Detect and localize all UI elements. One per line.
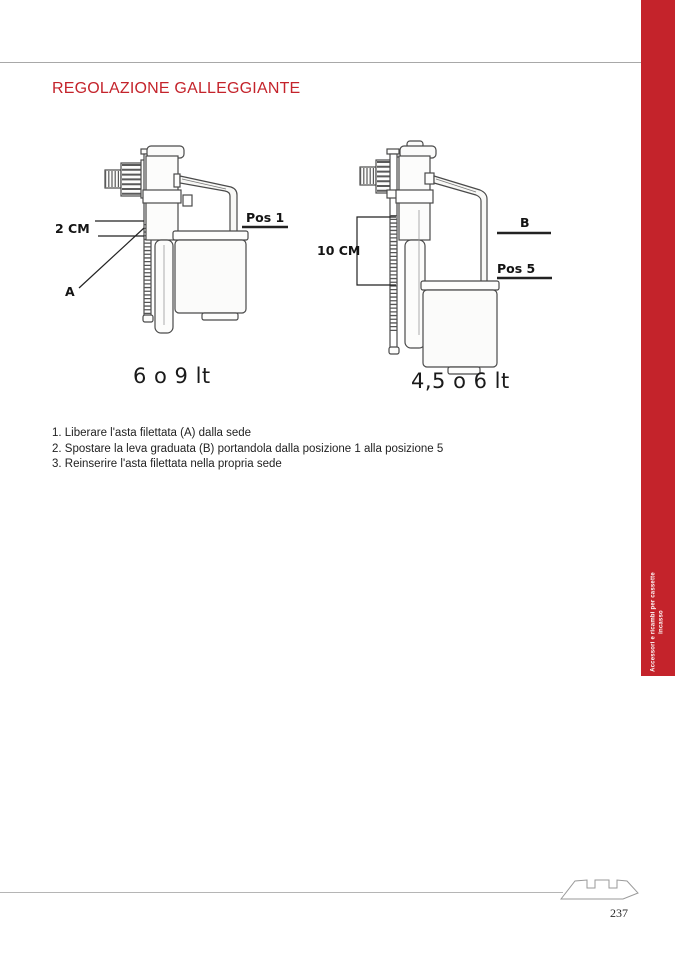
float-valve-diagram-right bbox=[300, 135, 580, 395]
part-label-a: A bbox=[65, 284, 75, 299]
page-title: REGOLAZIONE GALLEGGIANTE bbox=[52, 80, 301, 97]
instruction-step-2: 2. Spostare la leva graduata (B) portandola dalla posizione 1 alla posizione 5 bbox=[52, 442, 444, 455]
part-label-b: B bbox=[520, 215, 530, 230]
instruction-step-1: 1. Liberare l'asta filettata (A) dalla sede bbox=[52, 427, 252, 439]
caption-right: 4,5 o 6 lt bbox=[411, 369, 510, 393]
instructions-list bbox=[52, 426, 443, 473]
footer-divider bbox=[0, 892, 563, 893]
caption-left: 6 o 9 lt bbox=[133, 364, 211, 388]
side-tab-label bbox=[651, 537, 666, 707]
distance-label-left: 2 CM bbox=[55, 221, 90, 236]
instruction-step-3: 3. Reinserire l'asta filettata nella propria sede bbox=[52, 458, 282, 470]
side-tab-line2: incasso bbox=[658, 610, 664, 634]
position-label-pos1: Pos 1 bbox=[246, 210, 285, 225]
cistern-profile-icon bbox=[560, 874, 640, 902]
side-tab-line1: Accessori e ricambi per cassette bbox=[650, 572, 657, 672]
distance-label-right: 10 CM bbox=[317, 243, 361, 258]
page-number: 237 bbox=[610, 906, 628, 920]
position-label-pos5: Pos 5 bbox=[497, 261, 536, 276]
float-valve-diagram-left bbox=[40, 135, 320, 390]
header-divider bbox=[0, 62, 641, 63]
